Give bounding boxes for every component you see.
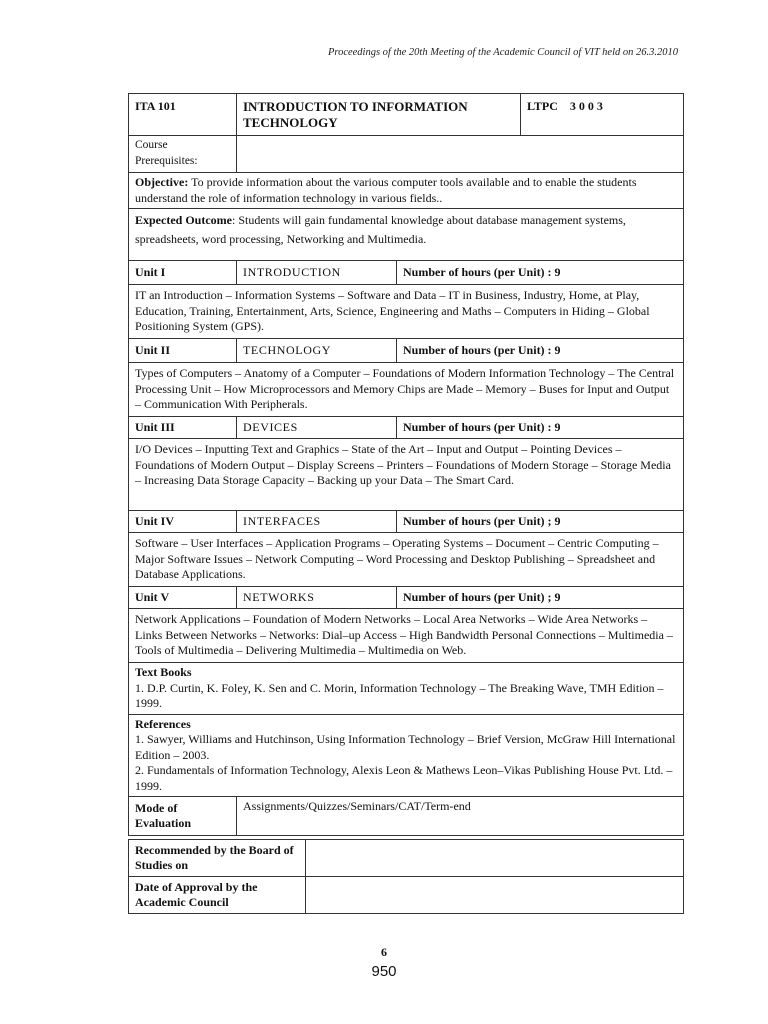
text-books-label: Text Books	[135, 665, 192, 679]
unit-2-hours: Number of hours (per Unit) : 9	[397, 339, 684, 363]
unit-3-content: I/O Devices – Inputting Text and Graphics – State of the Art – Input and Output – Pointing Devices – Foundations of Modern Output – Display Screens – Printers – Foundations of Modern Storage – Storage Media – Increasing Data Storage Capacity – Backing up your Data – The Smart Card.	[129, 439, 684, 511]
ltpc-value: 3 0 0 3	[569, 99, 603, 113]
course-code: ITA 101	[129, 94, 237, 136]
unit-4-hours: Number of hours (per Unit) ; 9	[397, 511, 684, 533]
unit-4-header	[129, 511, 684, 533]
recommended-label: Recommended by the Board of Studies on	[129, 840, 306, 877]
objective-text: To provide information about the various computer tools available and to enable the students understand the role of information technology in various fields..	[135, 175, 637, 205]
outcome-text: : Students will gain fundamental knowledge about database management systems, spreadsheets, word processing, Networking and Multimedia.	[135, 213, 626, 246]
ltpc-label: LTPC	[527, 99, 558, 113]
unit-4-content-row	[129, 533, 684, 587]
unit-2-content: Types of Computers – Anatomy of a Computer – Foundations of Modern Information Technology – The Central Processing Unit – How Microprocessors and Memory Chips are Made – Memory – Buses for Input and Output – Communication With Peripherals.	[129, 363, 684, 417]
text-books-row	[129, 663, 684, 715]
unit-2-header	[129, 339, 684, 363]
unit-1-content: IT an Introduction – Information Systems – Software and Data – IT in Business, Industry, Home, at Play, Education, Training, Entertainment, Arts, Science, Engineering and Maths – Computers in Hiding – Global Positioning System (GPS).	[129, 285, 684, 339]
reference-item: 2. Fundamentals of Information Technology, Alexis Leon & Mathews Leon–Vikas Publishing House Pvt. Ltd. – 1999.	[135, 763, 673, 793]
prerequisites-label: Course Prerequisites:	[129, 136, 237, 173]
references-label: References	[135, 716, 191, 731]
objective-row	[129, 173, 684, 209]
outcome-cell	[129, 209, 684, 261]
unit-5-content-row	[129, 609, 684, 663]
approval-row	[129, 877, 684, 914]
unit-2-title: TECHNOLOGY	[237, 339, 397, 363]
print-page-number: 950	[371, 963, 397, 980]
unit-4-content: Software – User Interfaces – Application Programs – Operating Systems – Document – Centric Computing – Major Software Issues – Network Computing – Word Processing and Desktop Publishing – Spreadsheet and Database Applications.	[129, 533, 684, 587]
outcome-row	[129, 209, 684, 261]
recommended-row	[129, 840, 684, 877]
course-title: INTRODUCTION TO INFORMATION TECHNOLOGY	[237, 94, 521, 136]
page-number: 6	[381, 945, 387, 959]
evaluation-label: Mode of Evaluation	[129, 797, 237, 836]
unit-5-label: Unit V	[129, 587, 237, 609]
unit-4-label: Unit IV	[129, 511, 237, 533]
unit-1-hours: Number of hours (per Unit) : 9	[397, 261, 684, 285]
unit-5-content: Network Applications – Foundation of Modern Networks – Local Area Networks – Wide Area Networks – Links Between Networks – Networks: Dial–up Access – High Bandwidth Personal Connections – Multimedia – Tools of Multimedia – Delivering Multimedia – Multimedia on Web.	[129, 609, 684, 663]
unit-3-hours: Number of hours (per Unit) : 9	[397, 417, 684, 439]
unit-1-header	[129, 261, 684, 285]
course-header-row	[129, 94, 684, 136]
evaluation-value: Assignments/Quizzes/Seminars/CAT/Term-end	[237, 797, 684, 836]
unit-1-title: INTRODUCTION	[237, 261, 397, 285]
text-book-item: 1. D.P. Curtin, K. Foley, K. Sen and C. Morin, Information Technology – The Breaking Wave, TMH Edition – 1999.	[135, 680, 664, 710]
unit-3-title: DEVICES	[237, 417, 397, 439]
unit-5-header	[129, 587, 684, 609]
references-row	[129, 714, 684, 797]
unit-1-label: Unit I	[129, 261, 237, 285]
prerequisites-row	[129, 136, 684, 173]
reference-item: 1. Sawyer, Williams and Hutchinson, Using Information Technology – Brief Version, McGraw Hill International Edition – 2003.	[135, 732, 676, 762]
unit-1-content-row	[129, 285, 684, 339]
unit-3-content-row	[129, 439, 684, 511]
prerequisites-value	[237, 136, 684, 173]
approval-table	[128, 839, 684, 914]
unit-2-label: Unit II	[129, 339, 237, 363]
proceedings-header: Proceedings of the 20th Meeting of the Academic Council of VIT held on 26.3.2010	[327, 47, 678, 58]
recommended-value	[306, 840, 684, 877]
approval-label: Date of Approval by the Academic Council	[129, 877, 306, 914]
references-cell	[129, 714, 684, 797]
unit-3-header	[129, 417, 684, 439]
objective-cell	[129, 173, 684, 209]
outcome-label: Expected Outcome	[135, 213, 232, 227]
syllabus-table	[128, 93, 684, 836]
unit-5-hours: Number of hours (per Unit) ; 9	[397, 587, 684, 609]
objective-label: Objective:	[135, 175, 189, 189]
ltpc-cell	[521, 94, 684, 136]
unit-4-title: INTERFACES	[237, 511, 397, 533]
unit-3-label: Unit III	[129, 417, 237, 439]
unit-2-content-row	[129, 363, 684, 417]
approval-value	[306, 877, 684, 914]
evaluation-row	[129, 797, 684, 836]
text-books-cell	[129, 663, 684, 715]
unit-5-title: NETWORKS	[237, 587, 397, 609]
